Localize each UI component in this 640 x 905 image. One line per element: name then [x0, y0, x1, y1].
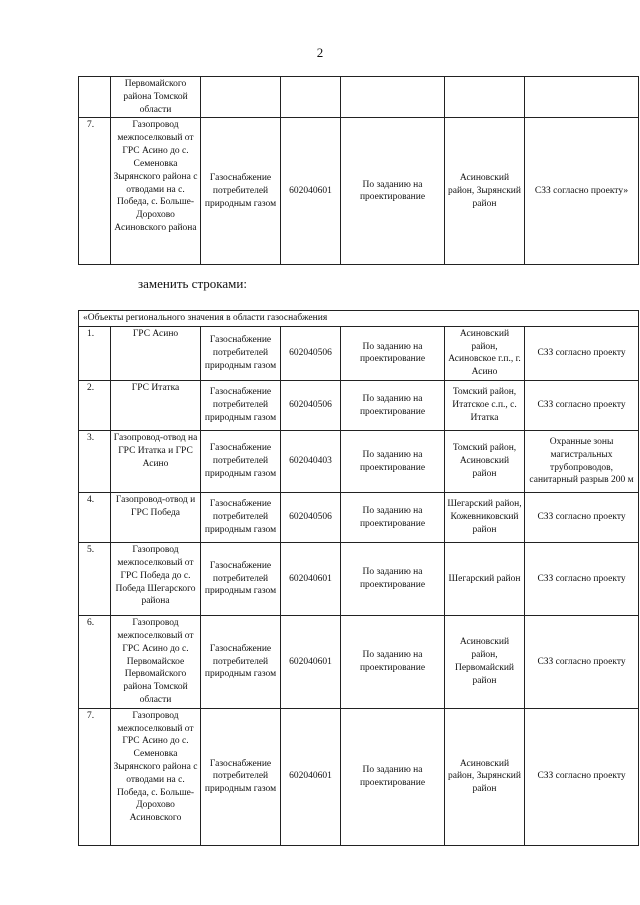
zone-cell: Охранные зоны магистральных трубопроводов, санитарный разрыв 200 м: [525, 431, 639, 493]
row-number-cell: 4.: [79, 493, 111, 543]
location-cell: Асиновский район, Зырянский район: [445, 708, 525, 845]
purpose-cell: Газоснабжение потребителей природным газом: [201, 326, 281, 380]
zone-cell: СЗЗ согласно проекту: [525, 543, 639, 616]
characteristics-cell: По заданию на проектирование: [341, 431, 445, 493]
row-number-cell: 7.: [79, 118, 111, 265]
location-cell: [445, 77, 525, 118]
object-name-cell: Газопровод межпоселковый от ГРС Асино до с. Семеновка Зырянского района с отводами на с. Победа, с. Больше-Дорохово Асиновского района: [111, 118, 201, 265]
row-number-cell: 5.: [79, 543, 111, 616]
code-cell: 602040601: [281, 616, 341, 709]
location-cell: Шегарский район, Кожевниковский район: [445, 493, 525, 543]
code-cell: 602040601: [281, 118, 341, 265]
zone-cell: СЗЗ согласно проекту: [525, 708, 639, 845]
object-name-cell: Газопровод-отвод на ГРС Итатка и ГРС Асино: [111, 431, 201, 493]
characteristics-cell: [341, 77, 445, 118]
code-cell: 602040506: [281, 493, 341, 543]
characteristics-cell: По заданию на проектирование: [341, 493, 445, 543]
code-cell: 602040601: [281, 708, 341, 845]
characteristics-cell: По заданию на проектирование: [341, 543, 445, 616]
characteristics-cell: По заданию на проектирование: [341, 118, 445, 265]
characteristics-cell: По заданию на проектирование: [341, 381, 445, 431]
purpose-cell: Газоснабжение потребителей природным газом: [201, 493, 281, 543]
zone-cell: СЗЗ согласно проекту: [525, 616, 639, 709]
table-row: [79, 493, 639, 543]
object-name-cell: Газопровод-отвод и ГРС Победа: [111, 493, 201, 543]
code-cell: 602040601: [281, 543, 341, 616]
purpose-cell: [201, 77, 281, 118]
location-cell: Асиновский район, Зырянский район: [445, 118, 525, 265]
table-row: [79, 708, 639, 845]
purpose-cell: Газоснабжение потребителей природным газом: [201, 118, 281, 265]
row-number-cell: 3.: [79, 431, 111, 493]
row-number-cell: 2.: [79, 381, 111, 431]
purpose-cell: Газоснабжение потребителей природным газом: [201, 431, 281, 493]
replace-with-rows-text: заменить строками:: [138, 276, 247, 291]
purpose-cell: Газоснабжение потребителей природным газом: [201, 616, 281, 709]
location-cell: Томский район, Итатское с.п., с. Итатка: [445, 381, 525, 431]
row-number-cell: 6.: [79, 616, 111, 709]
location-cell: Асиновский район, Первомайский район: [445, 616, 525, 709]
code-cell: 602040506: [281, 381, 341, 431]
table-row: [79, 543, 639, 616]
object-name-cell: ГРС Асино: [111, 326, 201, 380]
page-number: 2: [316, 45, 324, 60]
zone-cell: СЗЗ согласно проекту: [525, 493, 639, 543]
location-cell: Асиновский район, Асиновское г.п., г. Асино: [445, 326, 525, 380]
characteristics-cell: По заданию на проектирование: [341, 708, 445, 845]
table-row: [79, 326, 639, 380]
object-name-cell: Газопровод межпоселковый от ГРС Асино до с. Первомайское Первомайского района Томской области: [111, 616, 201, 709]
table-row: [79, 431, 639, 493]
zone-cell: СЗЗ согласно проекту: [525, 326, 639, 380]
purpose-cell: Газоснабжение потребителей природным газом: [201, 543, 281, 616]
table-row: [79, 77, 639, 118]
code-cell: 602040403: [281, 431, 341, 493]
table-row: [79, 381, 639, 431]
object-name-cell: ГРС Итатка: [111, 381, 201, 431]
zone-cell: [525, 77, 639, 118]
table-row: [79, 616, 639, 709]
zone-cell: СЗЗ согласно проекту: [525, 381, 639, 431]
purpose-cell: Газоснабжение потребителей природным газом: [201, 708, 281, 845]
code-cell: [281, 77, 341, 118]
code-cell: 602040506: [281, 326, 341, 380]
zone-cell: СЗЗ согласно проекту»: [525, 118, 639, 265]
object-name-cell: Газопровод межпоселковый от ГРС Асино до с. Семеновка Зырянского района с отводами на с. Победа, с. Больше-Дорохово Асиновского: [111, 708, 201, 845]
location-cell: Шегарский район: [445, 543, 525, 616]
characteristics-cell: По заданию на проектирование: [341, 616, 445, 709]
object-name-cell: Первомайского района Томской области: [111, 77, 201, 118]
section-header-row: [79, 311, 639, 327]
row-number-cell: 7.: [79, 708, 111, 845]
characteristics-cell: По заданию на проектирование: [341, 326, 445, 380]
purpose-cell: Газоснабжение потребителей природным газом: [201, 381, 281, 431]
table-row: [79, 118, 639, 265]
section-header: «Объекты регионального значения в области газоснабжения: [79, 311, 639, 327]
bottom-table: [78, 310, 639, 846]
location-cell: Томский район, Асиновский район: [445, 431, 525, 493]
row-number-cell: [79, 77, 111, 118]
row-number-cell: 1.: [79, 326, 111, 380]
object-name-cell: Газопровод межпоселковый от ГРС Победа до с. Победа Шегарского района: [111, 543, 201, 616]
top-table: [78, 76, 639, 265]
